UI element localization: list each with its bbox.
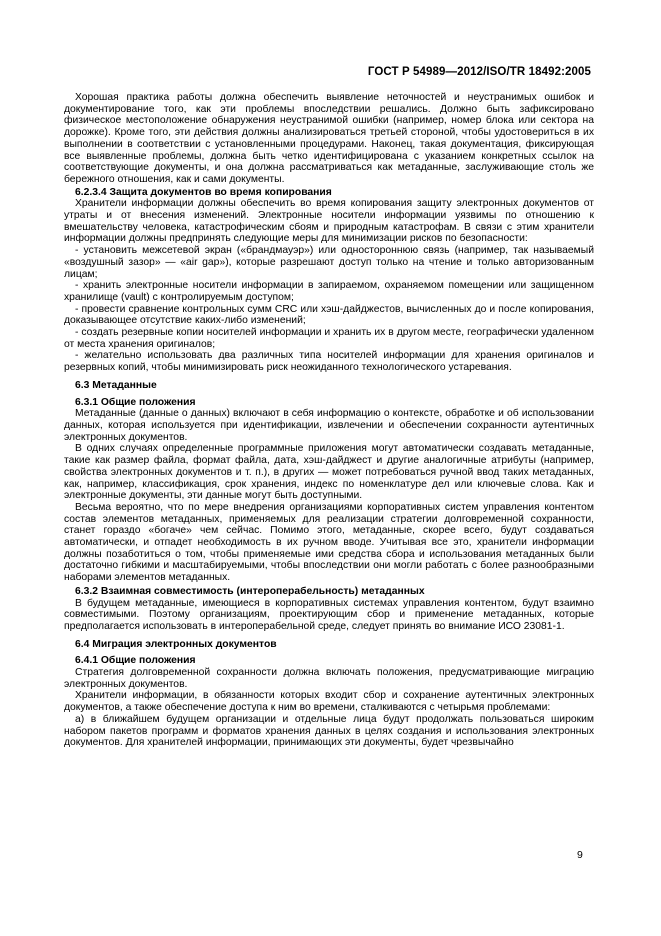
paragraph: Метаданные (данные о данных) включают в себя информацию о контексте, обработке и об использовании данных, которая используется при идентификации, извлечении и обеспечении сохранности аутентичных электронных документов.: [64, 408, 594, 443]
paragraph: а) в ближайшем будущем организации и отдельные лица будут продолжать пользоваться широким набором пакетов программ и форматов хранения данных в целях создания и использования электронных документов. Для хранителей информации, принимающих эти документы, будет чрезвычайно: [64, 713, 594, 749]
document-header: ГОСТ Р 54989—2012/ISO/TR 18492:2005: [367, 66, 591, 78]
list-item: - создать резервные копии носителей информации и хранить их в другом месте, географически удаленном от места хранения оригиналов;: [64, 327, 594, 350]
section-heading-6-2-3-4: 6.2.3.4 Защита документов во время копирования: [75, 186, 332, 198]
page-number: 9: [577, 849, 583, 861]
list-item: - хранить электронные носители информации в запираемом, охраняемом помещении или защищенном хранилище (vault) с контролируемым доступом;: [64, 280, 594, 303]
section-heading-6-3-1: 6.3.1 Общие положения: [75, 396, 196, 408]
paragraph: Стратегия долговременной сохранности должна включать положения, предусматривающие миграцию электронных документов.: [64, 667, 594, 690]
paragraph: В одних случаях определенные программные приложения могут автоматически создавать метаданные, такие как размер файла, формат файла, дата, хэш-дайджест и другие аналогичные атрибуты (например, свойства электронных документов и т. п.), в других — может потребоваться ручной ввод таких метаданных, как, например, классификация, срок хранения, индекс по номенклатуре дел или ключевые слова. Как и электронные документы, эти данные могут быть доступными.: [64, 443, 594, 502]
section-heading-6-4-1: 6.4.1 Общие положения: [75, 655, 196, 667]
page-body: [64, 92, 594, 749]
list-item: - установить межсетевой экран («брандмауэр») или одностороннюю связь (например, так называемый «воздушный зазор» — «air gap»), которые разрешают доступ только на чтение и только авторизованным лицам;: [64, 245, 594, 280]
list-item: - желательно использовать два различных типа носителей информации для хранения оригиналов и резервных копий, чтобы минимизировать риск неожиданного технологического устаревания.: [64, 350, 594, 374]
section-heading-6-3: 6.3 Метаданные: [75, 379, 157, 391]
paragraph: Хранители информации, в обязанности которых входит сбор и сохранение аутентичных электронных документов, а также обеспечение доступа к ним во времени, сталкиваются с четырьмя проблемами:: [64, 690, 594, 714]
paragraph: В будущем метаданные, имеющиеся в корпоративных системах управления контентом, будут взаимно совместимыми. Поэтому организациям, проектирующим сбор и применение метаданных, которые предполагается использовать в интероперабельной среде, следует принять во внимание ИСО 23081-1.: [64, 597, 594, 632]
paragraph: Хранители информации должны обеспечить во время копирования защиту электронных документов от утраты и от внесения изменений. Электронные носители информации уязвимы по отношению к вмешательству человека, катастрофическим сбоям и природным катастрофам. В связи с этим хранители информации должны предпринять следующие меры для минимизации рисков по безопасности:: [64, 198, 594, 245]
list-item: - провести сравнение контрольных сумм CRC или хэш-дайджестов, вычисленных до и после копирования, доказывающее отсутствие каких-либо изменений;: [64, 303, 594, 327]
paragraph: Хорошая практика работы должна обеспечить выявление неточностей и неустранимых ошибок и документирование того, как эти проблемы впоследствии решались. Должно быть зафиксировано физическое местоположение обнаружения неустранимой ошибки (например, номер блока или сектора на дорожке). Кроме того, эти действия должны анализироваться третьей стороной, чтобы удостовериться в их выполнении в соответствии с установленными процедурами. Наконец, такая документация, фиксирующая все выявленные проблемы, должна быть четко идентифицирована с указанием конкретных ссылок на соответствующие документы, и она должна рассматриваться как метаданные, заслуживающие столь же бережного отношения, как и сами документы.: [64, 92, 594, 185]
section-heading-6-4: 6.4 Миграция электронных документов: [75, 638, 277, 650]
section-heading-6-3-2: 6.3.2 Взаимная совместимость (интероперабельность) метаданных: [75, 585, 425, 597]
paragraph: Весьма вероятно, что по мере внедрения организациями корпоративных систем управления контентом состав элементов метаданных, применяемых для реализации стратегии долговременной сохранности, станет гораздо «богаче» чем сейчас. Помимо этого, метаданные, скорее всего, будут создаваться автоматически, и отпадет необходимость в их ручном вводе. Учитывая все это, хранители информации должны позаботиться о том, чтобы применяемые ими средства сбора и использования метаданных были достаточно гибкими и масштабируемыми, чтобы впоследствии они могли работать с более разнообразными наборами элементов метаданных.: [64, 501, 594, 584]
